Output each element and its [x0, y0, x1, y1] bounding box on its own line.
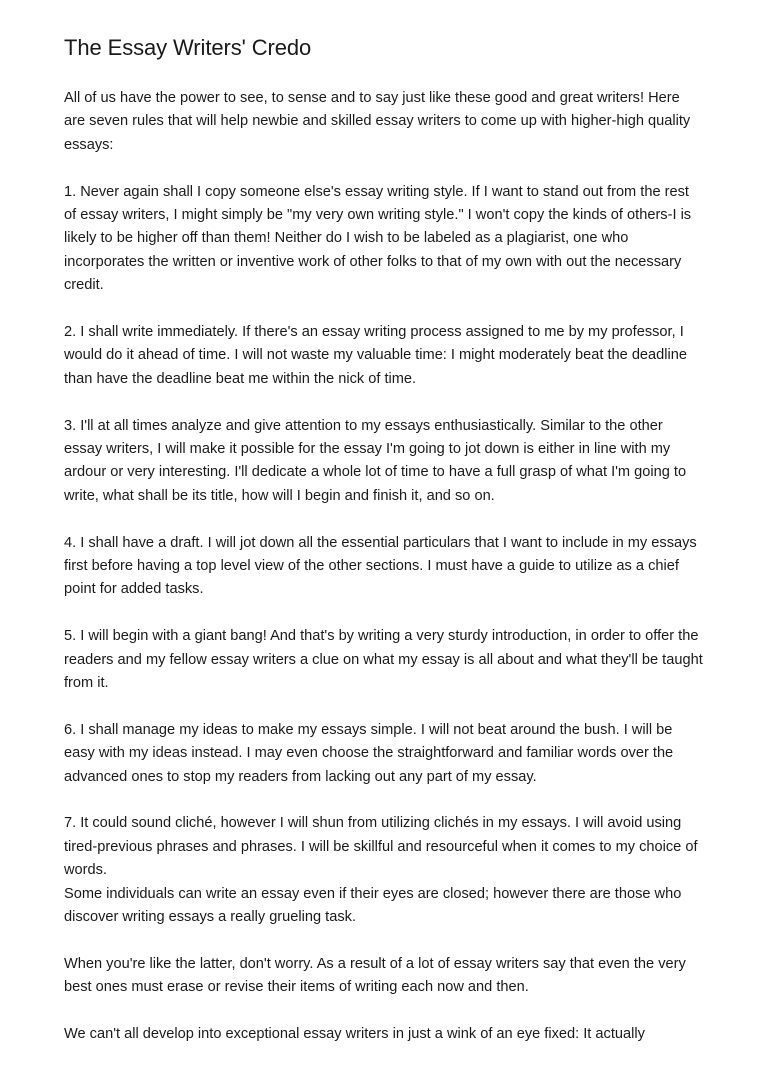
rule-4-paragraph: 4. I shall have a draft. I will jot down all the essential particulars that I want to include in my essays first before having a top level view of the other sections. I must have a guide to utilize as a chief point for added tasks.: [64, 534, 697, 598]
latter-paragraph: When you're like the latter, don't worry. As a result of a lot of essay writers say that even the very best ones must erase or revise their items of writing each now and then.: [64, 955, 686, 996]
rule-7-paragraph: 7. It could sound cliché, however I will shun from utilizing clichés in my essays. I will avoid using tired-previous phrases and phrases. I will be skillful and resourceful when it comes to my choice of words.: [64, 815, 698, 879]
closing-paragraph: We can't all develop into exceptional essay writers in just a wink of an eye fixed: It actually: [64, 1026, 645, 1043]
rule-1-paragraph: 1. Never again shall I copy someone else's essay writing style. If I want to stand out from the rest of essay writers, I might simply be "my very own writing style." I won't copy the kinds of others-I is likely to be higher off than them! Neither do I wish to be labeled as a plagiarist, one who incorporates the written or inventive work of other folks to that of my own with out the necessary credit.: [64, 183, 692, 294]
document-title: The Essay Writers' Credo: [64, 35, 312, 60]
intro-paragraph: All of us have the power to see, to sense and to say just like these good and great writers! Here are seven rules that will help newbie and skilled essay writers to come up with higher-high quality essays:: [64, 90, 691, 153]
rule-3-paragraph: 3. I'll at all times analyze and give attention to my essays enthusiastically. Similar to the other essay writers, I will make it possible for the essay I'm going to jot down is either in line with my ardour or very interesting. I'll dedicate a whole lot of time to have a full grasp of what I'm going to write, what shall be its title, how will I begin and finish it, and so on.: [64, 417, 687, 504]
rule-2-paragraph: 2. I shall write immediately. If there's an essay writing process assigned to me by my professor, I would do it ahead of time. I will not waste my valuable time: I might moderately beat the deadline than have the deadline beat me within the nick of time.: [64, 324, 687, 387]
rule-6-paragraph: 6. I shall manage my ideas to make my essays simple. I will not beat around the bush. I will be easy with my ideas instead. I may even choose the straightforward and familiar words over the advanced ones to stop my readers from lacking out any part of my essay.: [64, 721, 674, 785]
closed-eyes-paragraph: Some individuals can write an essay even if their eyes are closed; however there are those who discover writing essays a really grueling task.: [64, 885, 682, 926]
rule-5-paragraph: 5. I will begin with a giant bang! And that's by writing a very sturdy introduction, in order to offer the readers and my fellow essay writers a clue on what my essay is all about and what they'll be taught from it.: [64, 628, 703, 692]
